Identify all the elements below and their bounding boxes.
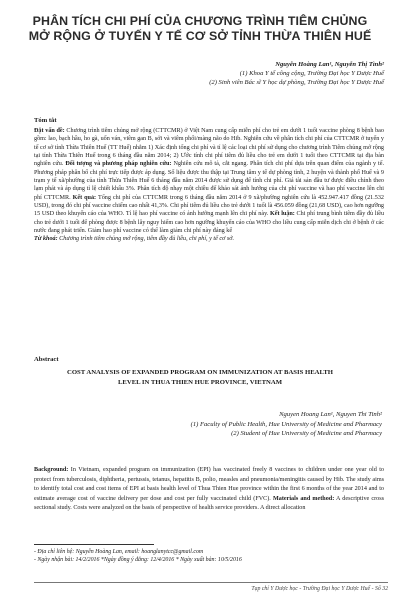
paper-title-line-1: PHÂN TÍCH CHI PHÍ CỦA CHƯƠNG TRÌNH TIÊM CHỦNG [32, 14, 368, 28]
paper-title-en-line-2: LEVEL IN THUA THIEN HUE PROVINCE, VIETNAM [117, 379, 283, 386]
footnote-contact: - Địa chỉ liên hệ: Nguyễn Hoàng Lan, email: hoanglanytcc@gmail.com [34, 549, 204, 555]
bg-text-vi: Chương trình tiêm chủng mở rộng (CTTCMR) ở Việt Nam cung cấp miễn phí cho trẻ em dưới 1 tuổi vaccine phòng 8 bệnh bao gồm: lao, bạch hầu, ho gà, uốn ván, viêm gan B, sởi và viêm phổi/màng não do Hib. Nghiên cứu về phân tích chi phí của CTTCMR ở tuyến y tế cơ sở tỉnh Thừa Thiên Huế (TT Huế) nhằm 1) Xác định tổng chi phí và tỉ lệ các loại chi phí sử dụng cho chương trình Tiêm chủng mở rộng tại tỉnh Thừa Thiên Huế trong 6 tháng đầu năm 2014; 2) Ước tính chi phí tiêm đủ liều cho trẻ em dưới 1 tuổi theo CTTCMR tại địa bàn nghiên cứu. [34, 128, 384, 168]
paper-title [18, 14, 382, 44]
affiliation-1-en: (1) Faculty of Public Health, Hue University of Medicine and Pharmacy [190, 420, 382, 428]
paper-title-en [20, 368, 380, 388]
affiliation-1-vi: (1) Khoa Y tế công cộng, Trường Đại học Y Dược Huế [239, 70, 384, 77]
author-names-en: Nguyen Hoang Lan¹, Nguyen Thi Tinh² [279, 411, 382, 418]
affiliation-2-en: (2) Student of Hue University of Medicine and Pharmacy [231, 430, 382, 437]
bg-heading-vi: Đặt vấn đề: [34, 128, 65, 134]
abstract-label-vi: Tóm tắt [34, 117, 57, 124]
method-heading-en: Materials and method: [272, 495, 335, 502]
paper-title-line-2: MỞ RỘNG Ở TUYẾN Y TẾ CƠ SỞ TỈNH THỪA THIÊN HUẾ [28, 29, 372, 43]
abstract-vi-body [34, 127, 384, 244]
keywords-text-vi: Chương trình tiêm chủng mở rộng, tiêm đầy đủ liều, chi phí, y tế cơ sở. [57, 236, 235, 243]
author-names-vi: Nguyễn Hoàng Lan¹, Nguyễn Thị Tình² [275, 61, 384, 68]
authors-block-en [191, 410, 382, 439]
paper-title-en-line-1: COST ANALYSIS OF EXPANDED PROGRAM ON IMMUNIZATION AT BASIS HEALTH [67, 369, 333, 376]
conclusion-text-vi: Chi phí trung bình tiêm đầy đủ liều cho trẻ dưới 1 tuổi để phòng được 8 bệnh lây nguy hiểm cao hơn ngưỡng khuyến cáo của WHO cho liều cung cấp miễn dịch chi ở bệnh ở các nước đang phát triển. Giảm hao phí vaccine có thể làm giảm chi phí này đáng kể [34, 211, 385, 235]
authors-block-vi [209, 60, 384, 87]
running-footer: Tạp chí Y Dược học - Trường Đại học Y Dược Huế - Số 32 [251, 586, 388, 592]
footnote-dates: - Ngày nhận bài: 14/2/2016 *Ngày đồng ý đăng: 12/4/2016 * Ngày xuất bản: 10/5/2016 [34, 557, 242, 564]
bg-heading-en: Background: [34, 467, 69, 473]
result-heading-vi: Kết quả: [72, 194, 97, 201]
keywords-heading-vi: Từ khoá: [34, 236, 58, 243]
footer-divider [34, 582, 388, 583]
footnote-divider [34, 544, 154, 545]
result-text-vi: Tổng chi phí của CTTCMR trong 6 tháng đầu năm 2014 ở 9 xã/phường nghiên cứu là 452.947.417 đồng (21.532 USD), trong đó chi phí vaccine chiếm cao nhất 41,3%. Chi phí tiêm đủ liều cho trẻ dưới 1 tuổi là 456.059 đồng (21,68 USD), cao hơn ngưỡng 15 USD theo khuyến cáo của WHO. Tỉ lệ hao phí vaccine có ảnh hưởng mạnh lên chi phí này. [34, 194, 385, 218]
bg-text-en: In Vietnam, expanded program on immunization (EPI) has vaccinated freely 8 vaccines to children under one year old to protect from tuberculosis, diphtheria, pertussis, tetanus, hepatitis B, polio, measles and pneumonia/meningitis caused by Hib. The study aims to identify total cost and cost items of EPI at basis health level of Thua Thien Hue province within the first 6 months of the year 2014 and to estimate average cost of vaccine delivery per dose and cost per fully vaccinated child (FVC). [34, 467, 384, 502]
conclusion-heading-vi: Kết luận: [269, 211, 295, 218]
abstract-label-en: Abstract [34, 356, 59, 363]
method-text-vi: Nghiên cứu mô tả, cắt ngang. Phân tích chi phí dựa trên quan điểm của ngành y tế. Phương pháp phân bổ chi phí trực tiếp được áp dụng. Số liệu được thu thập tại Trung tâm y tế dự phòng tỉnh, 2 huyện và thành phố Huế và 9 trạm y tế xã/phường của tỉnh Thừa Thiên Huế 6 tháng đầu năm 2014 được sử dụng để tính chi phí. Giá tài sản đầu tư được điều chỉnh theo lạm phát và áp dụng tỉ lệ chiết khấu 3%. Phân tích độ nhạy một chiều để khảo sát ảnh hưởng của chi phí vaccine và hao phí vaccine lên chi phí CTTCMR. [34, 161, 385, 201]
method-text-en: A descriptive cross sectional study. Costs were analyzed on the basis of perspective of health service providers. A direct allocation [34, 495, 384, 512]
affiliation-2-vi: (2) Sinh viên Bác sĩ Y học dự phòng, Trường Đại học Y Dược Huế [209, 79, 384, 86]
footnotes [34, 548, 242, 564]
keywords-vi [34, 235, 384, 243]
abstract-en-body [34, 466, 384, 514]
method-heading-vi: Đối tượng và phương pháp nghiên cứu: [65, 161, 172, 168]
